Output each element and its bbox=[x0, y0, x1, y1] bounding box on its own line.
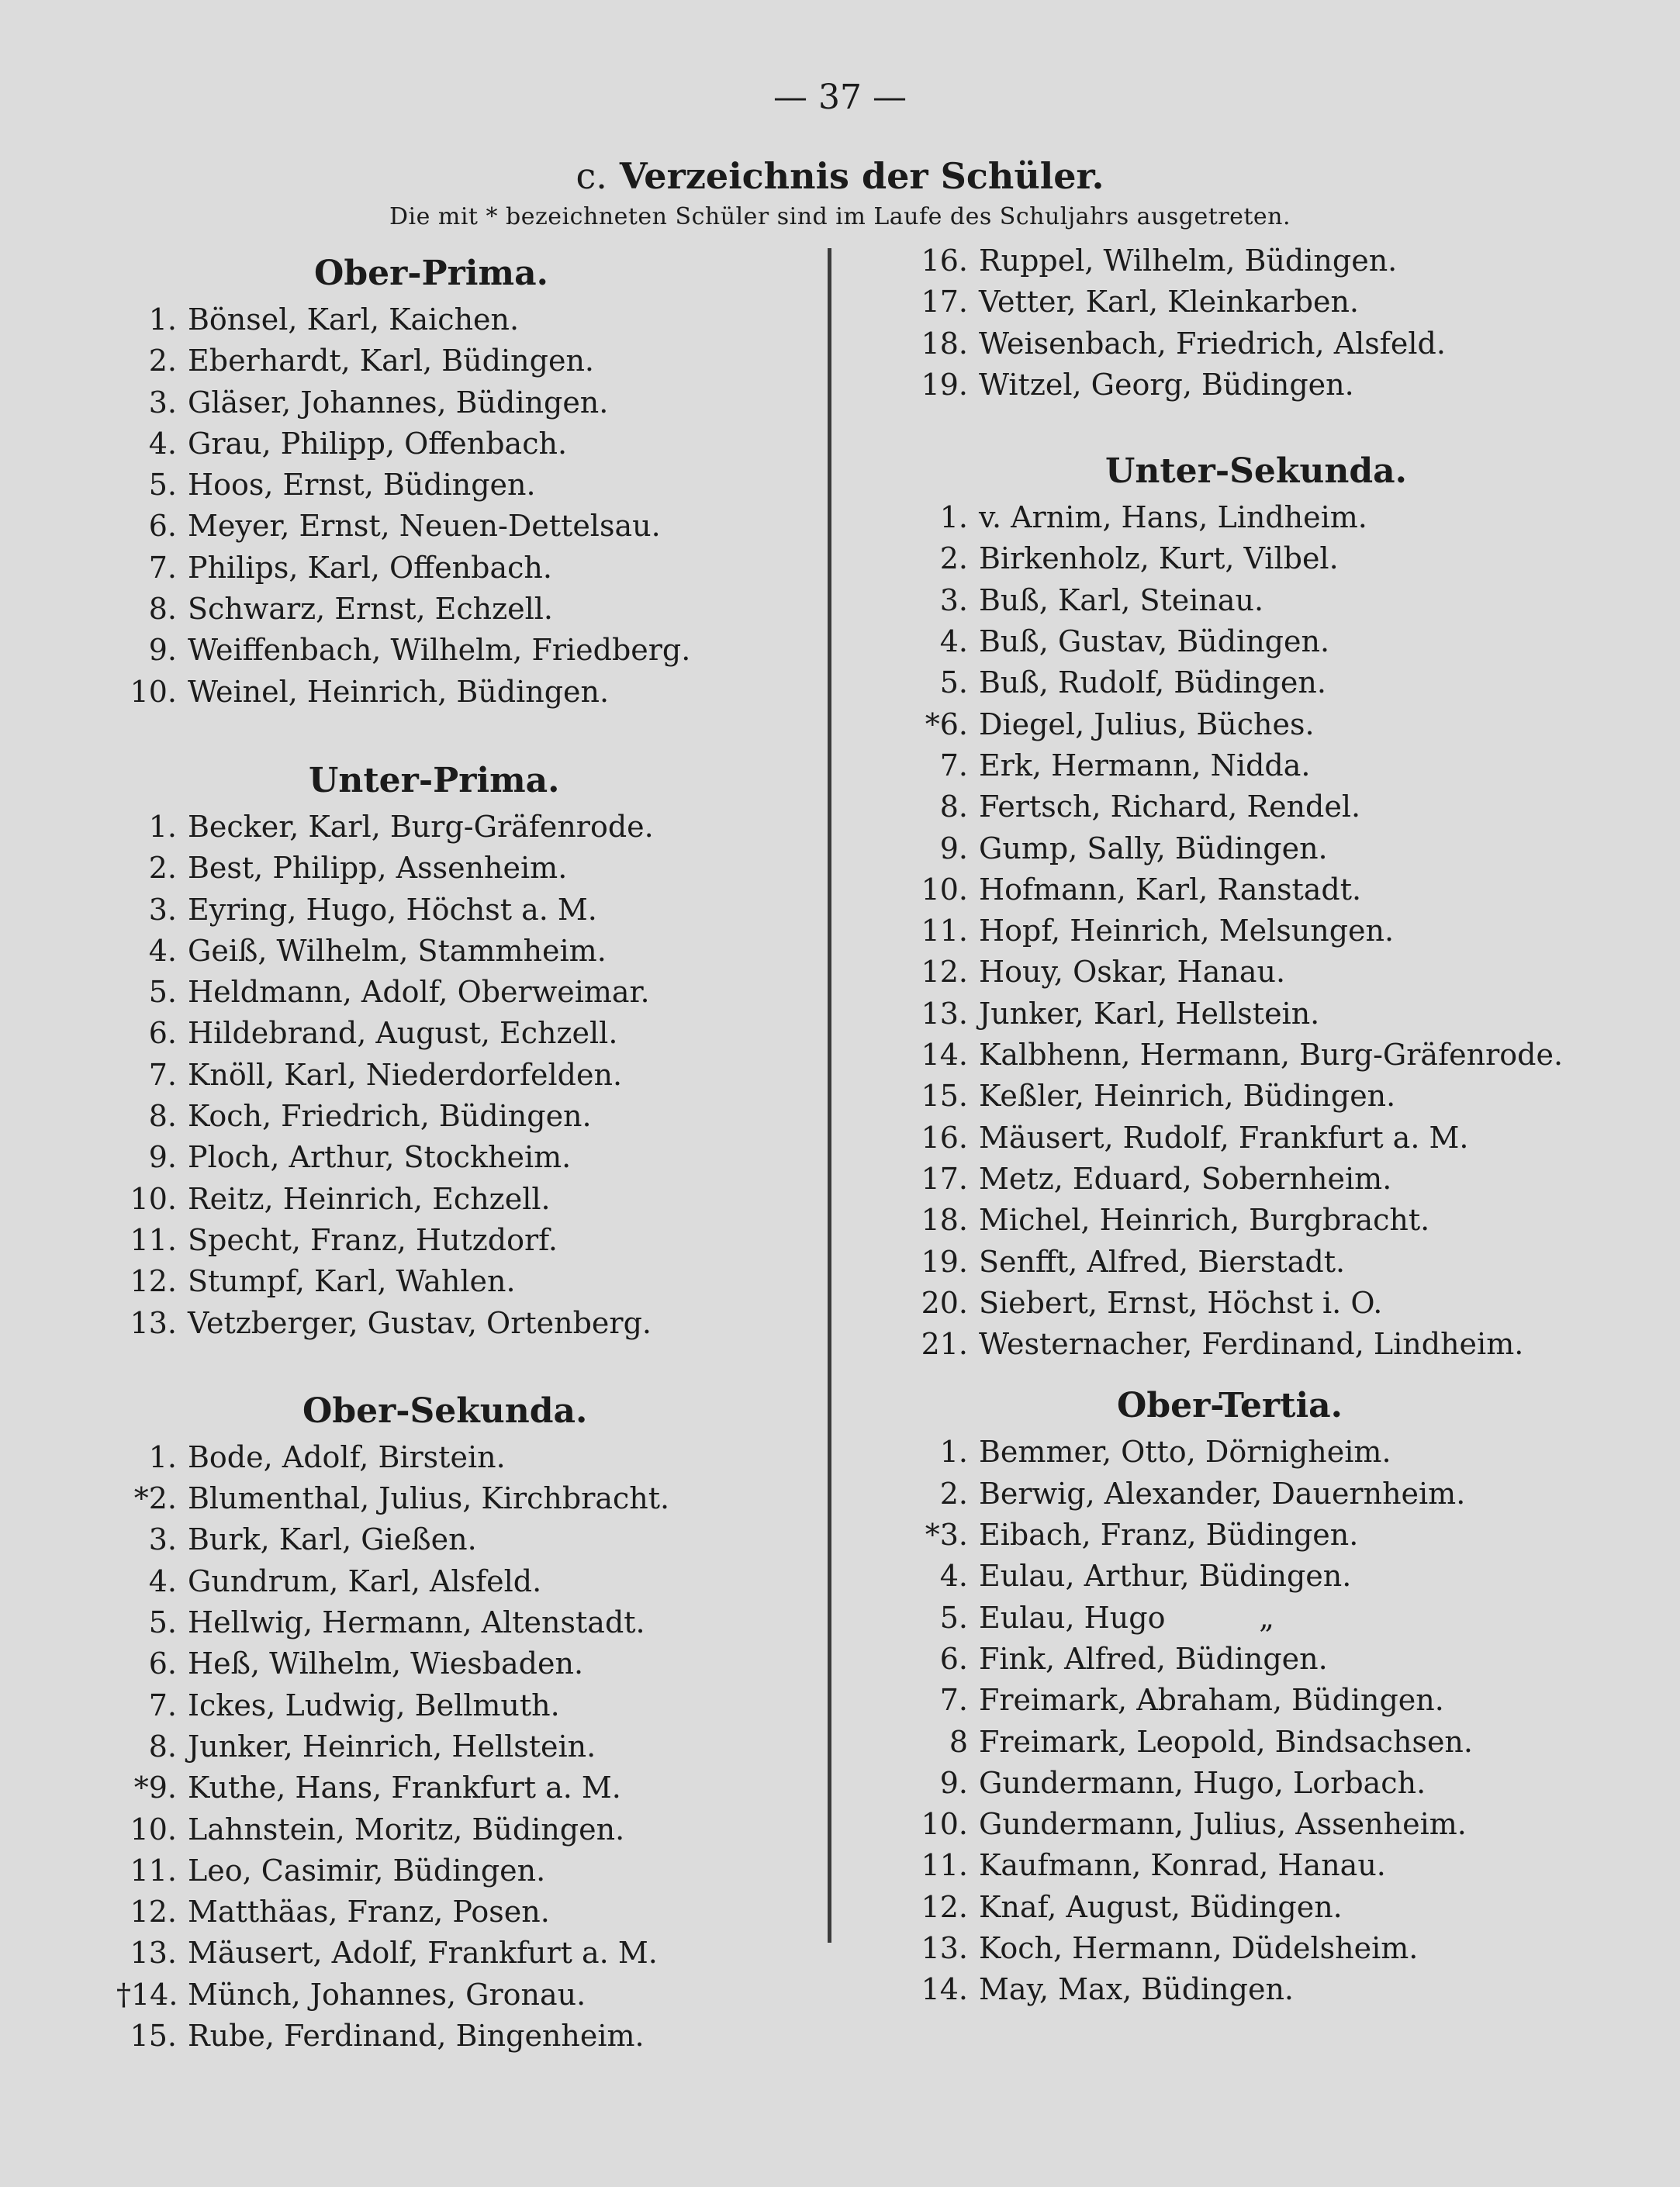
entry-number: 2. bbox=[939, 1476, 968, 1511]
student-entry bbox=[907, 1515, 1567, 1556]
heading-prefix: c. bbox=[576, 155, 607, 197]
entry-name: Hellwig, Hermann, Altenstadt. bbox=[188, 1605, 645, 1640]
entry-name: Junker, Heinrich, Hellstein. bbox=[188, 1729, 596, 1764]
entry-number: 20. bbox=[921, 1285, 968, 1320]
student-entry bbox=[907, 745, 1567, 786]
student-entry bbox=[907, 1887, 1567, 1928]
student-entry bbox=[116, 848, 814, 889]
entry-name: Matthäas, Franz, Posen. bbox=[188, 1895, 550, 1930]
entry-name: Specht, Franz, Hutzdorf. bbox=[188, 1222, 558, 1257]
entry-number: *3. bbox=[925, 1518, 968, 1553]
student-entry bbox=[116, 1220, 814, 1261]
entry-name: Houy, Oskar, Hanau. bbox=[979, 955, 1286, 990]
entry-name: Hopf, Heinrich, Melsungen. bbox=[979, 914, 1395, 948]
student-entry bbox=[116, 340, 814, 382]
entry-name: Senfft, Alfred, Bierstadt. bbox=[979, 1244, 1346, 1279]
student-entry bbox=[907, 1969, 1567, 2010]
student-entry bbox=[116, 931, 814, 972]
entry-name: Knöll, Karl, Niederdorfelden. bbox=[188, 1057, 623, 1092]
student-entry bbox=[907, 1722, 1567, 1763]
entry-number: 16. bbox=[921, 244, 968, 278]
student-entry bbox=[116, 465, 814, 506]
entry-number: *6. bbox=[925, 707, 968, 741]
entry-name: Eyring, Hugo, Höchst a. M. bbox=[188, 892, 597, 927]
student-entry bbox=[907, 952, 1567, 993]
student-entry bbox=[907, 1118, 1567, 1159]
entry-number: 2. bbox=[939, 541, 968, 576]
student-entry bbox=[907, 1763, 1567, 1804]
entry-name: Koch, Hermann, Düdelsheim. bbox=[979, 1930, 1419, 1965]
entry-name: Vetzberger, Gustav, Ortenberg. bbox=[188, 1305, 652, 1340]
entry-number: 10. bbox=[130, 1181, 177, 1216]
entry-number: 5. bbox=[148, 468, 177, 503]
heading-subtitle: Die mit * bezeichneten Schüler sind im Laufe des Schuljahrs ausgetreten. bbox=[389, 203, 1291, 230]
student-entry bbox=[907, 1639, 1567, 1680]
student-entry bbox=[907, 786, 1567, 827]
entry-name: Best, Philipp, Assenheim. bbox=[188, 851, 568, 886]
entry-name: Buß, Rudolf, Büdingen. bbox=[979, 665, 1326, 700]
entry-name: Kaufmann, Konrad, Hanau. bbox=[979, 1848, 1386, 1883]
entry-name: Blumenthal, Julius, Kirchbracht. bbox=[188, 1481, 670, 1516]
student-entry bbox=[116, 890, 814, 931]
entry-name: Mäusert, Adolf, Frankfurt a. M. bbox=[188, 1936, 658, 1971]
entry-name: Freimark, Abraham, Büdingen. bbox=[979, 1683, 1444, 1718]
entry-name: May, Max, Büdingen. bbox=[979, 1972, 1295, 2007]
entry-number: 8. bbox=[148, 1729, 177, 1764]
student-entry bbox=[116, 672, 814, 713]
entry-number: 11. bbox=[130, 1222, 177, 1257]
entry-name: Ruppel, Wilhelm, Büdingen. bbox=[979, 244, 1398, 278]
student-entry bbox=[116, 1519, 814, 1560]
entry-name: Heß, Wilhelm, Wiesbaden. bbox=[188, 1646, 584, 1681]
entry-number: 8. bbox=[148, 592, 177, 627]
entry-name: Schwarz, Ernst, Echzell. bbox=[188, 592, 554, 627]
student-entry bbox=[907, 538, 1567, 579]
entry-number: 1. bbox=[148, 809, 177, 844]
student-entry bbox=[116, 1261, 814, 1302]
entry-name: Michel, Heinrich, Burgbracht. bbox=[979, 1203, 1430, 1238]
student-entry bbox=[907, 1283, 1567, 1324]
entry-number: 13. bbox=[921, 1930, 968, 1965]
student-entry bbox=[116, 299, 814, 340]
entry-name: Vetter, Karl, Kleinkarben. bbox=[979, 285, 1360, 320]
entry-name: Burk, Karl, Gießen. bbox=[188, 1522, 477, 1557]
entry-name: Kuthe, Hans, Frankfurt a. M. bbox=[188, 1771, 621, 1805]
entry-name: Gundermann, Hugo, Lorbach. bbox=[979, 1765, 1426, 1800]
student-entry bbox=[116, 382, 814, 423]
entry-name: Reitz, Heinrich, Echzell. bbox=[188, 1181, 551, 1216]
entry-number: 7. bbox=[939, 1683, 968, 1718]
student-entry bbox=[907, 1200, 1567, 1241]
student-entry bbox=[907, 240, 1567, 282]
student-entry bbox=[907, 364, 1567, 406]
entry-number: 21. bbox=[921, 1327, 968, 1362]
entry-name: v. Arnim, Hans, Lindheim. bbox=[979, 500, 1367, 535]
student-entry bbox=[907, 662, 1567, 703]
entry-number: 4. bbox=[939, 1559, 968, 1594]
student-entry bbox=[116, 1726, 814, 1767]
student-entry bbox=[116, 630, 814, 671]
entry-name: Birkenholz, Kurt, Vilbel. bbox=[979, 541, 1339, 576]
entry-number: 11. bbox=[130, 1853, 177, 1888]
student-entry bbox=[907, 1076, 1567, 1117]
entry-name: Bode, Adolf, Birstein. bbox=[188, 1439, 506, 1474]
entry-name: Eberhardt, Karl, Büdingen. bbox=[188, 344, 595, 378]
entry-name: Erk, Hermann, Nidda. bbox=[979, 748, 1311, 783]
entry-number: 14. bbox=[921, 1972, 968, 2007]
entry-number: 5. bbox=[148, 1605, 177, 1640]
entry-number: 9. bbox=[148, 1140, 177, 1175]
entry-name: Grau, Philipp, Offenbach. bbox=[188, 426, 568, 461]
student-entry bbox=[907, 828, 1567, 869]
entry-name: Ickes, Ludwig, Bellmuth. bbox=[188, 1688, 560, 1722]
entry-number: 7. bbox=[148, 1057, 177, 1092]
entry-number: 6. bbox=[148, 1016, 177, 1051]
entry-name: Heldmann, Adolf, Oberweimar. bbox=[188, 975, 650, 1010]
student-entry bbox=[116, 1096, 814, 1137]
entry-number: 18. bbox=[921, 1203, 968, 1238]
student-entry bbox=[907, 580, 1567, 621]
entry-number: 13. bbox=[130, 1305, 177, 1340]
student-entry bbox=[907, 1242, 1567, 1283]
student-entry bbox=[907, 704, 1567, 745]
entry-name: Meyer, Ernst, Neuen-Dettelsau. bbox=[188, 509, 661, 544]
student-entry bbox=[907, 1474, 1567, 1515]
entry-number: 12. bbox=[921, 955, 968, 990]
entry-name: Lahnstein, Moritz, Büdingen. bbox=[188, 1812, 625, 1847]
entry-number: 9. bbox=[939, 831, 968, 865]
student-entry bbox=[116, 1561, 814, 1602]
entry-number: *2. bbox=[133, 1481, 177, 1516]
entry-number: 4. bbox=[939, 624, 968, 659]
student-entry bbox=[116, 972, 814, 1013]
student-entry bbox=[907, 621, 1567, 662]
entry-name: Weisenbach, Friedrich, Alsfeld. bbox=[979, 326, 1446, 361]
student-entry bbox=[116, 1303, 814, 1344]
entry-number: 9. bbox=[939, 1765, 968, 1800]
entry-name: Bönsel, Karl, Kaichen. bbox=[188, 302, 520, 337]
section-title-unter-prima: Unter-Prima. bbox=[309, 760, 560, 800]
student-entry bbox=[116, 1013, 814, 1054]
student-entry bbox=[116, 1767, 814, 1809]
entry-number: 10. bbox=[130, 674, 177, 709]
entry-name: Fertsch, Richard, Rendel. bbox=[979, 789, 1361, 824]
entry-number: 3. bbox=[148, 1522, 177, 1557]
section-title-unter-sekunda: Unter-Sekunda. bbox=[1105, 451, 1407, 492]
entry-number: 1. bbox=[148, 302, 177, 337]
left-column bbox=[116, 240, 814, 2057]
entry-name: Münch, Johannes, Gronau. bbox=[188, 1977, 586, 2012]
entry-number: 4. bbox=[148, 933, 177, 968]
entry-number: 8 bbox=[949, 1724, 968, 1759]
section-title-ober-prima: Ober-Prima. bbox=[314, 254, 548, 293]
entry-name: Gläser, Johannes, Büdingen. bbox=[188, 385, 609, 420]
entry-name: Buß, Karl, Steinau. bbox=[979, 582, 1264, 617]
entry-name: Berwig, Alexander, Dauernheim. bbox=[979, 1476, 1466, 1511]
entry-number: 6. bbox=[148, 509, 177, 544]
student-entry bbox=[116, 589, 814, 630]
section-title-ober-sekunda: Ober-Sekunda. bbox=[302, 1391, 588, 1431]
student-entry bbox=[907, 1035, 1567, 1076]
student-entry bbox=[907, 1804, 1567, 1845]
entry-number: 12. bbox=[921, 1889, 968, 1924]
entry-number: 16. bbox=[921, 1120, 968, 1155]
entry-name: Becker, Karl, Burg-Gräfenrode. bbox=[188, 809, 654, 844]
student-entry bbox=[116, 1437, 814, 1478]
entry-number: 15. bbox=[921, 1079, 968, 1114]
entry-number: 11. bbox=[921, 914, 968, 948]
entry-number: 7. bbox=[148, 1688, 177, 1722]
student-entry bbox=[116, 506, 814, 547]
entry-name: Diegel, Julius, Büches. bbox=[979, 707, 1315, 741]
student-entry bbox=[116, 807, 814, 848]
entry-number: 15. bbox=[130, 2018, 177, 2053]
entry-number: 12. bbox=[130, 1264, 177, 1299]
entry-number: 3. bbox=[148, 892, 177, 927]
entry-name: Philips, Karl, Offenbach. bbox=[188, 550, 552, 585]
student-entry bbox=[116, 1809, 814, 1850]
entry-name: Eibach, Franz, Büdingen. bbox=[979, 1518, 1359, 1553]
page-heading bbox=[0, 155, 1680, 197]
entry-number: 1. bbox=[939, 1435, 968, 1470]
entry-number: 1. bbox=[939, 500, 968, 535]
entry-number: 14. bbox=[921, 1038, 968, 1073]
student-entry bbox=[907, 1845, 1567, 1886]
entry-number: 10. bbox=[921, 872, 968, 907]
entry-name: Gundrum, Karl, Alsfeld. bbox=[188, 1563, 542, 1598]
entry-number: 8. bbox=[939, 789, 968, 824]
student-entry bbox=[116, 1602, 814, 1643]
student-entry bbox=[116, 1892, 814, 1933]
entry-name: Hildebrand, August, Echzell. bbox=[188, 1016, 618, 1051]
entry-number: 5. bbox=[939, 1600, 968, 1635]
entry-name: Metz, Eduard, Sobernheim. bbox=[979, 1161, 1392, 1196]
entry-number: 5. bbox=[148, 975, 177, 1010]
entry-number: 8. bbox=[148, 1099, 177, 1134]
entry-number: 10. bbox=[130, 1812, 177, 1847]
entry-name: Gundermann, Julius, Assenheim. bbox=[979, 1807, 1467, 1842]
student-entry bbox=[116, 1179, 814, 1220]
entry-number: 13. bbox=[921, 996, 968, 1031]
entry-name: Eulau, Hugo „ bbox=[979, 1600, 1274, 1635]
right-column bbox=[907, 240, 1567, 2011]
entry-number: 1. bbox=[148, 1439, 177, 1474]
student-entry bbox=[116, 1643, 814, 1684]
entry-number: 4. bbox=[148, 1563, 177, 1598]
student-entry bbox=[907, 323, 1567, 364]
entry-name: Freimark, Leopold, Bindsachsen. bbox=[979, 1724, 1473, 1759]
entry-number: 18. bbox=[921, 326, 968, 361]
heading-title: Verzeichnis der Schüler. bbox=[619, 155, 1104, 197]
student-entry bbox=[907, 993, 1567, 1035]
entry-number: 9. bbox=[148, 633, 177, 668]
entry-name: Gump, Sally, Büdingen. bbox=[979, 831, 1328, 865]
entry-number: 19. bbox=[921, 367, 968, 402]
student-entry bbox=[116, 548, 814, 589]
entry-name: Fink, Alfred, Büdingen. bbox=[979, 1641, 1328, 1676]
student-entry bbox=[907, 910, 1567, 952]
entry-number: 11. bbox=[921, 1848, 968, 1883]
entry-name: Weiffenbach, Wilhelm, Friedberg. bbox=[188, 633, 691, 668]
entry-number: 17. bbox=[921, 1161, 968, 1196]
entry-number: 5. bbox=[939, 665, 968, 700]
student-entry bbox=[116, 1975, 814, 2016]
section-title-ober-tertia: Ober-Tertia. bbox=[1117, 1386, 1343, 1426]
entry-number: 19. bbox=[921, 1244, 968, 1279]
student-entry bbox=[116, 2016, 814, 2057]
student-entry bbox=[116, 1055, 814, 1096]
entry-number: 4. bbox=[148, 426, 177, 461]
entry-name: Rube, Ferdinand, Bingenheim. bbox=[188, 2018, 645, 2053]
student-entry bbox=[116, 1137, 814, 1178]
entry-name: Buß, Gustav, Büdingen. bbox=[979, 624, 1330, 659]
student-entry bbox=[116, 1933, 814, 1974]
entry-name: Stumpf, Karl, Wahlen. bbox=[188, 1264, 516, 1299]
entry-name: Knaf, August, Büdingen. bbox=[979, 1889, 1343, 1924]
student-entry bbox=[116, 423, 814, 465]
entry-name: Hofmann, Karl, Ranstadt. bbox=[979, 872, 1362, 907]
entry-name: Eulau, Arthur, Büdingen. bbox=[979, 1559, 1352, 1594]
entry-name: Keßler, Heinrich, Büdingen. bbox=[979, 1079, 1396, 1114]
entry-name: Junker, Karl, Hellstein. bbox=[979, 996, 1320, 1031]
entry-number: 7. bbox=[939, 748, 968, 783]
student-entry bbox=[116, 1478, 814, 1519]
page-number: — 37 — bbox=[773, 78, 907, 117]
student-entry bbox=[907, 1680, 1567, 1721]
entry-number: 3. bbox=[939, 582, 968, 617]
entry-name: Ploch, Arthur, Stockheim. bbox=[188, 1140, 572, 1175]
student-entry bbox=[116, 1850, 814, 1892]
student-entry bbox=[116, 1685, 814, 1726]
entry-number: 10. bbox=[921, 1807, 968, 1842]
student-entry bbox=[907, 1928, 1567, 1969]
entry-name: Bemmer, Otto, Dörnigheim. bbox=[979, 1435, 1391, 1470]
entry-number: 6. bbox=[148, 1646, 177, 1681]
student-entry bbox=[907, 1432, 1567, 1473]
student-entry bbox=[907, 282, 1567, 323]
entry-name: Hoos, Ernst, Büdingen. bbox=[188, 468, 536, 503]
entry-number: 7. bbox=[148, 550, 177, 585]
entry-name: Weinel, Heinrich, Büdingen. bbox=[188, 674, 610, 709]
entry-number: 6. bbox=[939, 1641, 968, 1676]
entry-name: Mäusert, Rudolf, Frankfurt a. M. bbox=[979, 1120, 1469, 1155]
entry-name: Koch, Friedrich, Büdingen. bbox=[188, 1099, 592, 1134]
student-entry bbox=[907, 1159, 1567, 1200]
entry-number: 2. bbox=[148, 344, 177, 378]
entry-number: †14. bbox=[116, 1977, 178, 2012]
entry-name: Leo, Casimir, Büdingen. bbox=[188, 1853, 546, 1888]
entry-name: Witzel, Georg, Büdingen. bbox=[979, 367, 1354, 402]
entry-number: 2. bbox=[148, 851, 177, 886]
entry-number: 12. bbox=[130, 1895, 177, 1930]
entry-number: 3. bbox=[148, 385, 177, 420]
entry-name: Geiß, Wilhelm, Stammheim. bbox=[188, 933, 607, 968]
entry-name: Westernacher, Ferdinand, Lindheim. bbox=[979, 1327, 1524, 1362]
entry-number: *9. bbox=[133, 1771, 177, 1805]
column-divider bbox=[828, 248, 831, 1943]
student-entry bbox=[907, 869, 1567, 910]
student-entry bbox=[907, 497, 1567, 538]
entry-number: 13. bbox=[130, 1936, 177, 1971]
entry-name: Siebert, Ernst, Höchst i. O. bbox=[979, 1285, 1383, 1320]
student-entry bbox=[907, 1598, 1567, 1639]
entry-name: Kalbhenn, Hermann, Burg-Gräfenrode. bbox=[979, 1038, 1564, 1073]
entry-number: 17. bbox=[921, 285, 968, 320]
student-entry bbox=[907, 1324, 1567, 1365]
student-entry bbox=[907, 1556, 1567, 1597]
